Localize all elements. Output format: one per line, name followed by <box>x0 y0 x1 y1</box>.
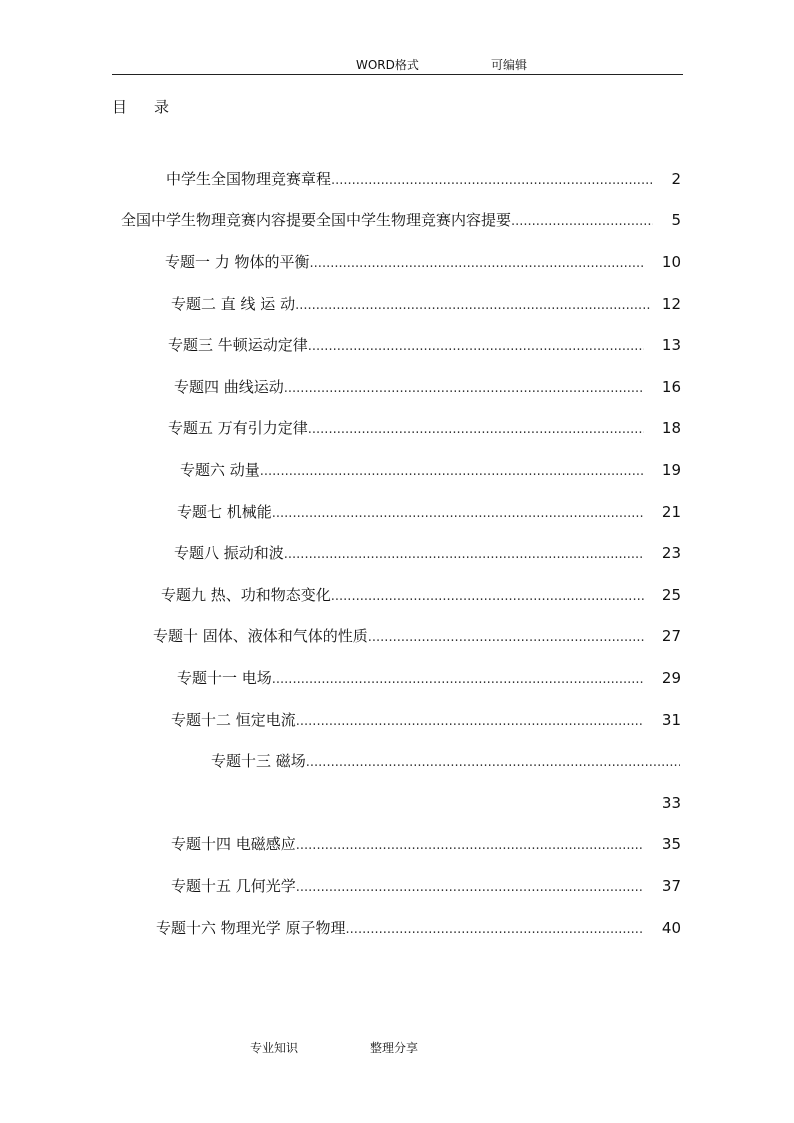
toc-entry-label: 专题十三 磁场 <box>211 752 306 770</box>
toc-leader-dots <box>331 170 653 192</box>
toc-entry-page: 18 <box>661 419 681 437</box>
footer-share-label: 整理分享 <box>370 1041 419 1055</box>
toc-entry-page: 19 <box>661 461 681 479</box>
toc-entry-label: 专题七 机械能 <box>177 503 272 521</box>
toc-leader-dots <box>306 752 680 774</box>
toc-entry-page: 29 <box>661 669 681 687</box>
toc-entry-page: 5 <box>671 211 681 229</box>
toc-entry-label: 中学生全国物理竞赛章程 <box>166 170 332 188</box>
toc-entry-page: 16 <box>661 378 681 396</box>
toc-leader-dots <box>284 544 644 566</box>
toc-leader-dots <box>308 419 644 441</box>
toc-entry-label: 专题十一 电场 <box>177 669 272 687</box>
toc-entry[interactable] <box>156 917 681 939</box>
toc-entry-page: 13 <box>661 336 681 354</box>
toc-leader-dots <box>310 253 644 275</box>
toc-entry[interactable] <box>168 334 681 356</box>
toc-entry[interactable] <box>166 168 681 190</box>
toc-entry-page: 21 <box>661 503 681 521</box>
toc-entry-label: 全国中学生物理竞赛内容提要全国中学生物理竞赛内容提要 <box>121 211 512 229</box>
toc-leader-dots <box>272 669 644 691</box>
footer-knowledge-label: 专业知识 <box>250 1041 299 1055</box>
toc-leader-dots <box>511 211 653 233</box>
toc-entry-wrapped[interactable] <box>211 750 680 772</box>
toc-entry-label: 专题十四 电磁感应 <box>171 835 296 853</box>
toc-entry-label: 专题九 热、功和物态变化 <box>161 586 331 604</box>
toc-entry-page: 25 <box>661 586 681 604</box>
toc-entry-page: 2 <box>671 170 681 188</box>
toc-entry-page: 37 <box>661 877 681 895</box>
toc-entry[interactable] <box>177 501 681 523</box>
toc-entry-page: 33 <box>661 794 681 812</box>
toc-entry[interactable] <box>168 417 681 439</box>
toc-entry[interactable] <box>171 709 681 731</box>
toc-entry-label: 专题四 曲线运动 <box>174 378 284 396</box>
toc-entry-label: 专题八 振动和波 <box>174 544 284 562</box>
toc-entry-page: 31 <box>661 711 681 729</box>
toc-entry[interactable] <box>171 293 681 315</box>
toc-entry-label: 专题五 万有引力定律 <box>168 419 308 437</box>
toc-entry-page: 10 <box>661 253 681 271</box>
toc-leader-dots <box>295 295 651 317</box>
toc-entry-label: 专题十五 几何光学 <box>171 877 296 895</box>
toc-leader-dots <box>272 503 644 525</box>
toc-entry[interactable] <box>165 251 681 273</box>
toc-entry-label: 专题十二 恒定电流 <box>171 711 296 729</box>
toc-leader-dots <box>331 586 644 608</box>
toc-entry-page: 40 <box>661 919 681 937</box>
toc-entry[interactable] <box>161 584 681 606</box>
header-format-label: WORD格式 <box>356 58 419 72</box>
toc-leader-dots <box>284 378 644 400</box>
toc-entry-label: 专题十六 物理光学 原子物理 <box>156 919 346 937</box>
toc-entry[interactable] <box>174 542 681 564</box>
toc-leader-dots <box>296 711 644 733</box>
toc-entry-label: 专题三 牛顿运动定律 <box>168 336 308 354</box>
toc-entry[interactable] <box>153 625 681 647</box>
toc-entry-label: 专题一 力 物体的平衡 <box>165 253 310 271</box>
toc-entry[interactable] <box>177 667 681 689</box>
toc-entry[interactable] <box>171 875 681 897</box>
toc-leader-dots <box>296 877 644 899</box>
toc-leader-dots <box>260 461 644 483</box>
toc-entry[interactable] <box>171 833 681 855</box>
toc-heading-char-2: 录 <box>154 98 170 116</box>
toc-entry-label: 专题二 直 线 运 动 <box>171 295 296 313</box>
toc-entry-page: 27 <box>661 627 681 645</box>
toc-entry-label: 专题十 固体、液体和气体的性质 <box>153 627 368 645</box>
toc-leader-dots <box>346 919 644 941</box>
toc-entry-page: 12 <box>661 295 681 313</box>
toc-leader-dots <box>296 835 644 857</box>
toc-entry[interactable] <box>121 209 681 231</box>
toc-leader-dots <box>308 336 644 358</box>
toc-heading-char-1: 目 <box>112 98 128 116</box>
toc-entry[interactable] <box>174 376 681 398</box>
header-divider <box>112 74 683 75</box>
toc-leader-dots <box>368 627 644 649</box>
toc-entry-page: 23 <box>661 544 681 562</box>
toc-entry-page: 35 <box>661 835 681 853</box>
toc-entry-label: 专题六 动量 <box>180 461 260 479</box>
header-editable-label: 可编辑 <box>491 58 528 72</box>
toc-entry[interactable] <box>180 459 681 481</box>
